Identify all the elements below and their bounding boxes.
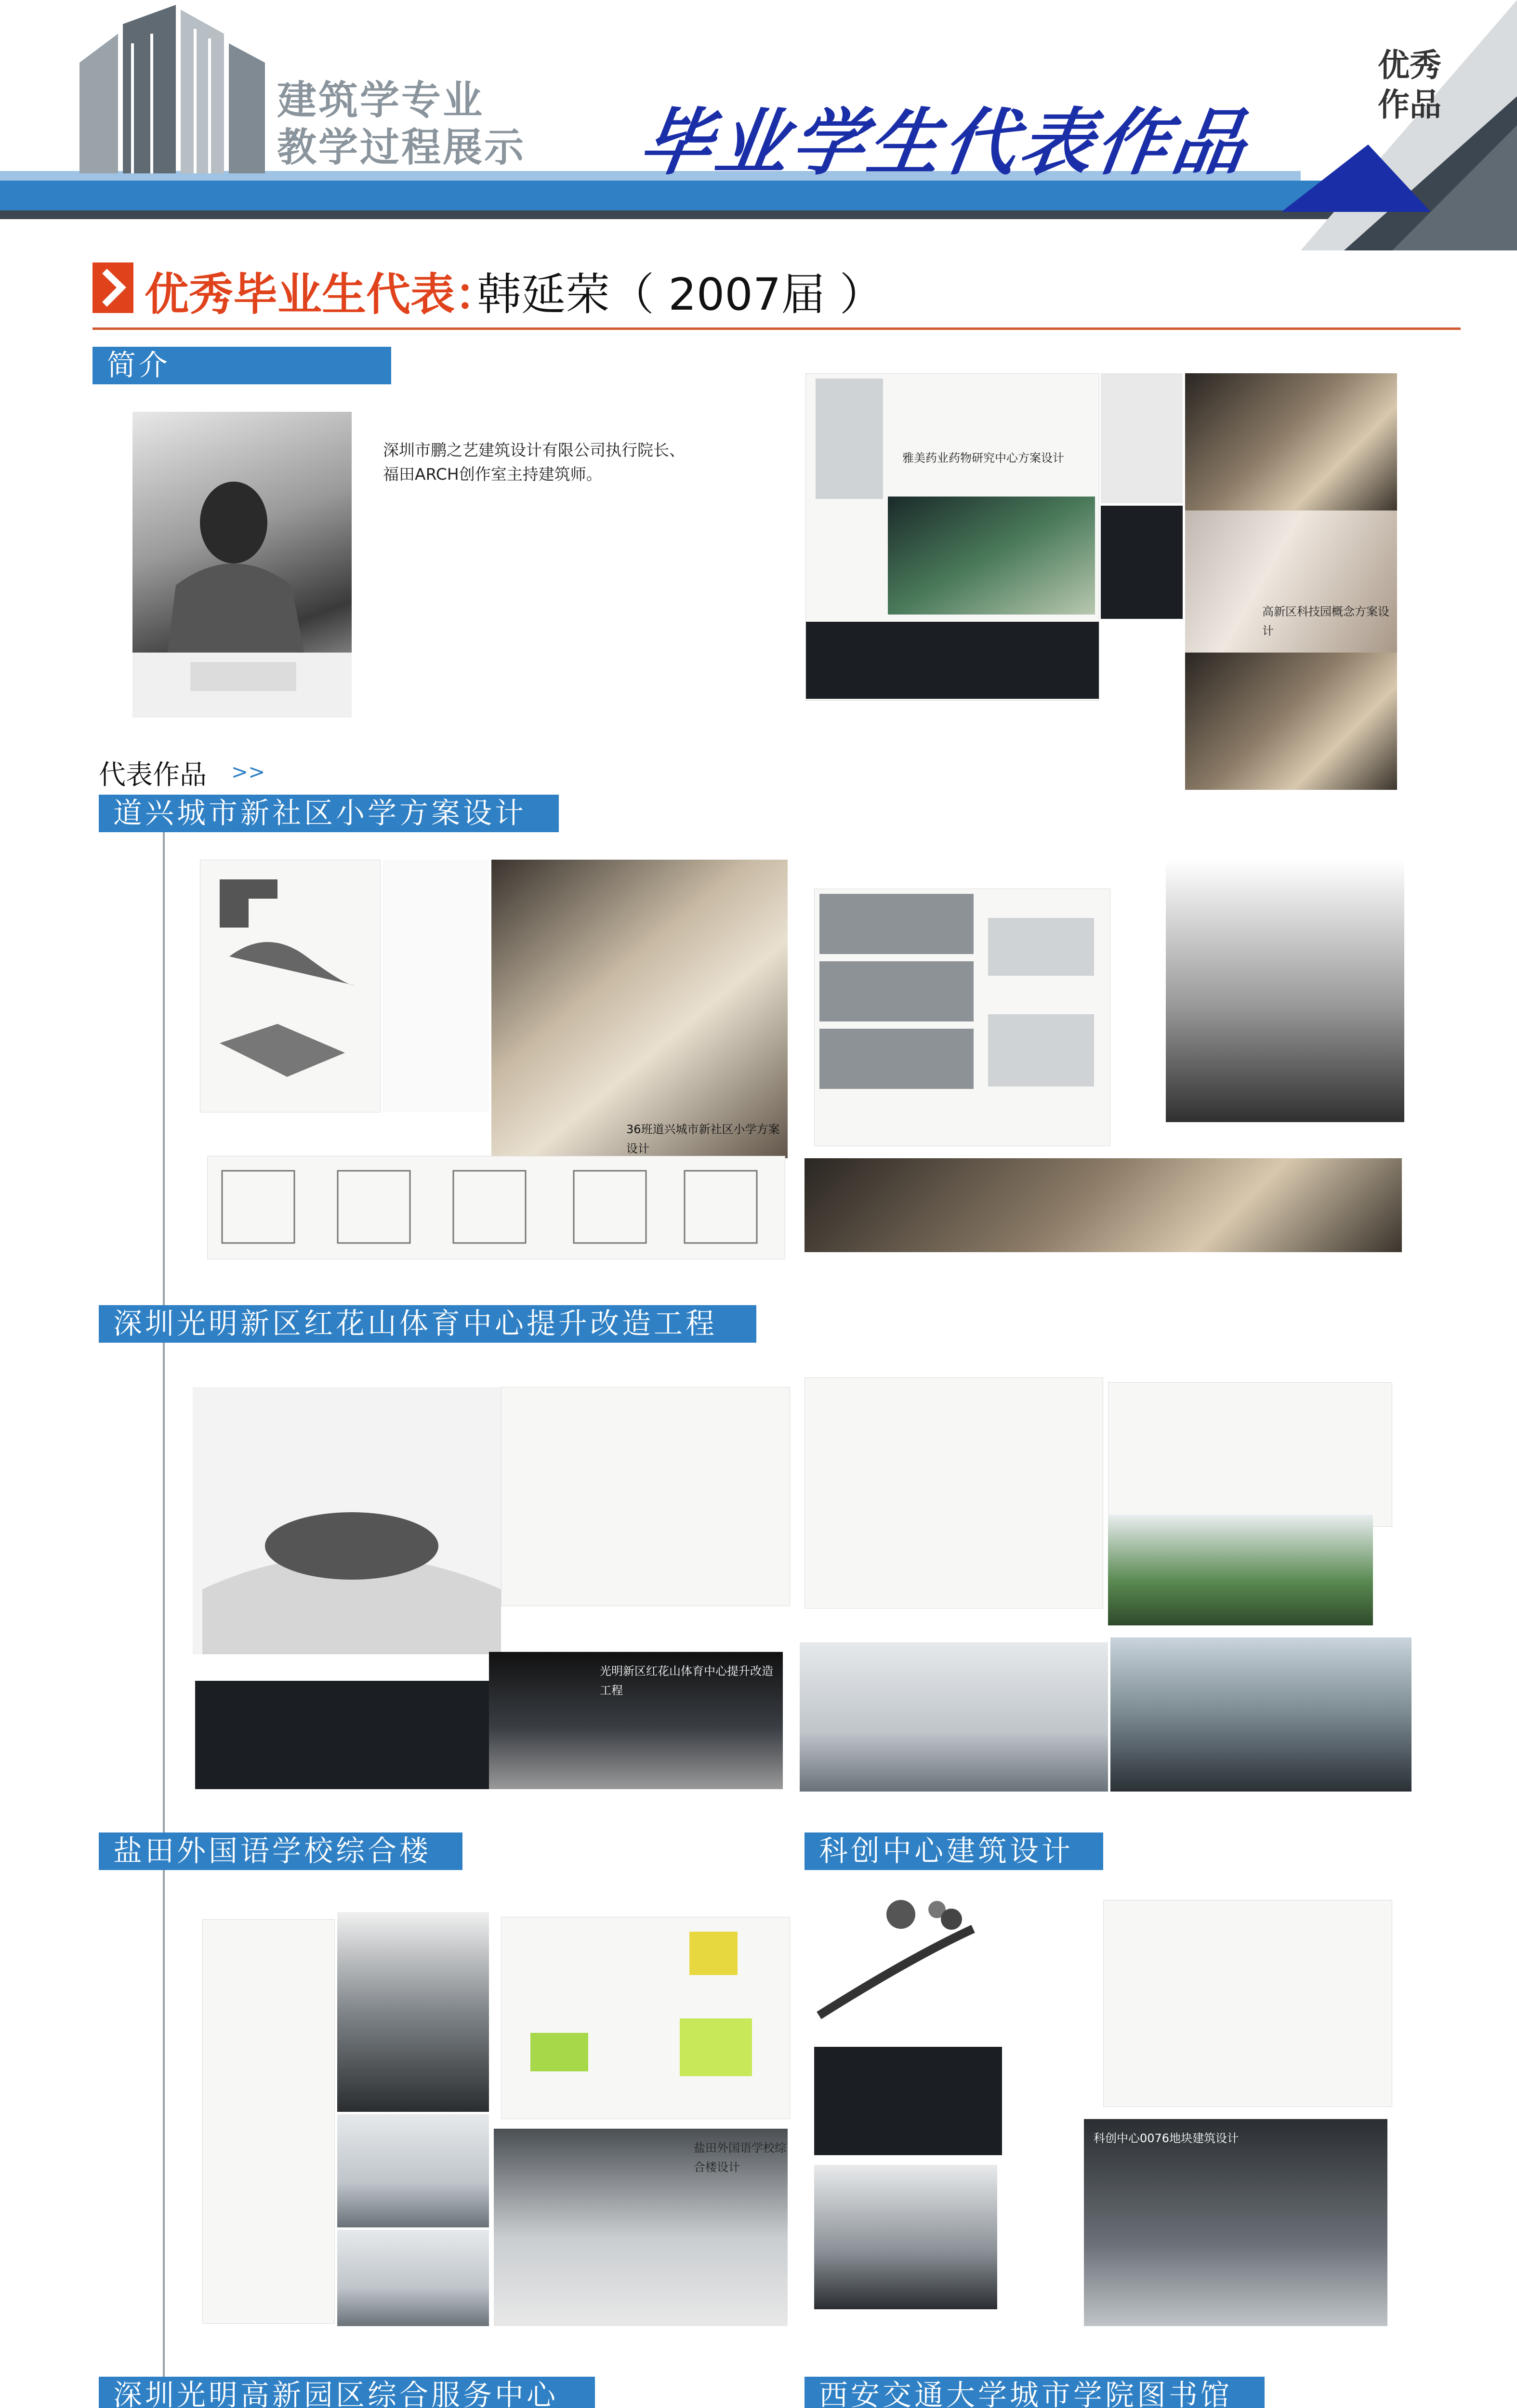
project-2-entrance-render [489, 1652, 783, 1789]
night-render-image [806, 622, 1099, 699]
project-3-plans-column [202, 1919, 335, 2324]
project-2-stadium-night [195, 1681, 489, 1789]
aerial-render-image [888, 497, 1095, 615]
project-1-floor-plans [207, 1156, 785, 1259]
project-1-heading: 道兴城市新社区小学方案设计 [99, 795, 559, 832]
project-1-model-render [491, 860, 788, 1158]
project-5-heading: 深圳光明高新园区综合服务中心 [99, 2377, 595, 2408]
spacer [997, 2109, 1000, 2112]
site-plan-image [816, 379, 883, 499]
project-6-heading: 西安交通大学城市学院图书馆 [805, 2377, 1265, 2408]
project-3-street-render [337, 2114, 489, 2227]
project-1-notes [383, 860, 489, 1112]
student-name: 韩延荣（ 2007届 ） [477, 269, 884, 320]
photo-1a [819, 894, 974, 954]
project-4-night-render [814, 2047, 1002, 2155]
project-2-exterior-render [800, 1642, 1108, 1792]
header-subtitle-line1: 建筑学专业 [277, 78, 485, 123]
project-1-street-render [1166, 860, 1404, 1122]
corner-label-line1: 优秀 [1378, 47, 1441, 84]
section-intro-heading: 简介 [92, 347, 391, 384]
header-subtitle-line2: 教学过程展示 [277, 125, 526, 170]
intro-sheet-research-center [805, 373, 1099, 701]
project-2-concept-diagram [193, 1387, 501, 1654]
site-map-image [1101, 373, 1183, 503]
project-1-caption: 36班道兴城市新社区小学方案设计 [626, 1123, 780, 1155]
corner-label-line2: 作品 [1378, 86, 1441, 123]
divider [92, 327, 1461, 330]
project-1-model-strip [805, 1158, 1402, 1252]
intro-caption-1: 雅美药业药物研究中心方案设计 [902, 451, 1064, 465]
project-3-aerial-render [337, 1912, 489, 2112]
diagram-1b [988, 1014, 1094, 1086]
project-1-photo-sheet [814, 889, 1110, 1146]
student-label: 优秀毕业生代表： [145, 269, 500, 320]
project-4-site-sheet [1103, 1900, 1392, 2107]
photo-1b [819, 961, 974, 1021]
page-title: 毕业学生代表作品 [633, 101, 1255, 185]
bio-text [383, 438, 685, 486]
project-3-diagram-sheet [501, 1917, 790, 2119]
project-2-heading: 深圳光明新区红花山体育中心提升改造工程 [99, 1305, 756, 1343]
portrait-photo [132, 412, 352, 718]
chevron-right-icon [92, 262, 133, 313]
diagram-green-area-2 [530, 2033, 588, 2071]
corner-triangle-decoration [1272, 0, 1517, 250]
bio-line1: 深圳市鹏之艺建筑设计有限公司执行院长、 [383, 441, 685, 459]
project-3-caption: 盐田外国语学校综合楼设计 [694, 2141, 786, 2174]
corner-label [1378, 46, 1441, 125]
project-2-caption: 光明新区红花山体育中心提升改造工程 [600, 1664, 773, 1697]
project-2-aerial-field [1108, 1515, 1373, 1625]
works-arrow: >> [231, 760, 265, 784]
project-2-canopy-render [1110, 1637, 1411, 1792]
photo-1c [819, 1029, 974, 1089]
project-4-heading: 科创中心建筑设计 [805, 1832, 1103, 1870]
project-4-main-render [1084, 2119, 1387, 2326]
header-subtitle [277, 77, 526, 171]
intro-caption-2: 高新区科技园概念方案设计 [1262, 605, 1389, 638]
project-3-heading: 盐田外国语学校综合楼 [99, 1832, 462, 1870]
building-logo-icon [79, 5, 265, 173]
works-label: 代表作品 [99, 759, 207, 791]
project-3-plaza-render [337, 2230, 489, 2326]
project-4-tower-render [814, 2165, 997, 2309]
timeline-line [163, 831, 165, 2408]
diagram-1a [988, 918, 1094, 976]
model-photo-3 [1185, 653, 1397, 790]
project-2-plans-sheet [1108, 1382, 1392, 1527]
project-4-caption: 科创中心0076地块建筑设计 [1094, 2132, 1239, 2145]
dark-panel [1101, 506, 1183, 619]
bio-line2: 福田ARCH创作室主持建筑师。 [383, 465, 602, 484]
project-3-main-render [494, 2129, 788, 2326]
project-2-sections-sheet [501, 1387, 790, 1606]
model-photo-2 [1185, 510, 1397, 653]
project-2-elevations-sheet [805, 1377, 1103, 1609]
diagram-green-area [680, 2018, 752, 2076]
model-photo-1 [1185, 373, 1397, 510]
project-1-diagram-sheet [200, 860, 381, 1112]
diagram-yellow-area [689, 1932, 738, 1975]
